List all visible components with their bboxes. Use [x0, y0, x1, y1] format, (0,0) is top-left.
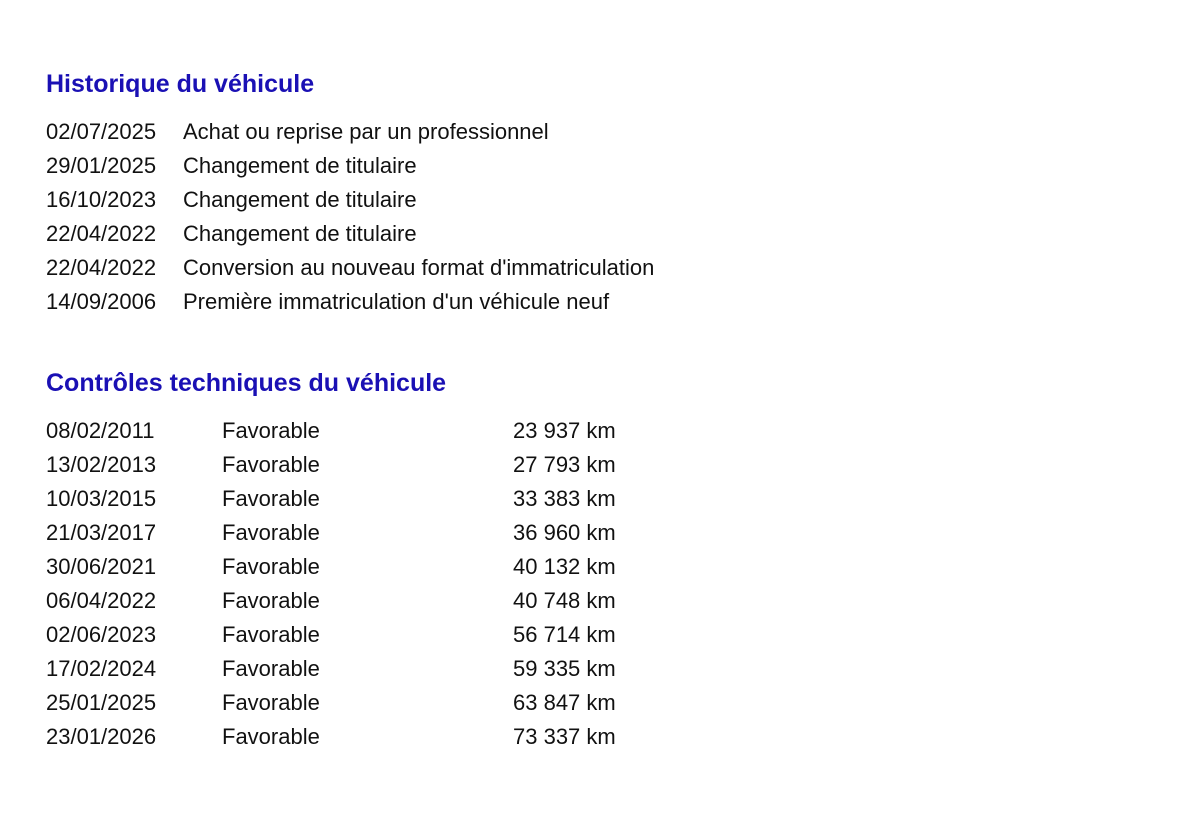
history-row: [46, 183, 417, 217]
history-event: Changement de titulaire: [183, 187, 417, 212]
control-result: Favorable: [222, 418, 320, 443]
control-mileage: 59 335 km: [513, 656, 616, 681]
control-result: Favorable: [222, 486, 320, 511]
control-row: [46, 516, 616, 550]
control-date: 21/03/2017: [46, 520, 157, 545]
history-date: 14/09/2006: [46, 289, 157, 314]
history-row: [46, 251, 655, 285]
history-event: Première immatriculation d'un véhicule neuf: [183, 289, 610, 314]
history-date: 22/04/2022: [46, 221, 157, 246]
history-section: [46, 68, 655, 319]
history-row: [46, 217, 417, 251]
control-mileage: 23 937 km: [513, 418, 616, 443]
control-mileage: 56 714 km: [513, 622, 616, 647]
history-title: Historique du véhicule: [46, 70, 315, 98]
control-row: [46, 652, 616, 686]
control-mileage: 63 847 km: [513, 690, 616, 715]
control-row: [46, 686, 616, 720]
control-result: Favorable: [222, 690, 320, 715]
control-row: [46, 448, 616, 482]
control-date: 08/02/2011: [46, 418, 155, 443]
history-date: 16/10/2023: [46, 187, 157, 212]
control-date: 17/02/2024: [46, 656, 157, 681]
control-date: 02/06/2023: [46, 622, 157, 647]
history-date: 22/04/2022: [46, 255, 157, 280]
control-row: [46, 482, 616, 516]
control-row: [46, 720, 616, 754]
technical-controls-title: Contrôles techniques du véhicule: [46, 369, 447, 397]
history-list: [46, 115, 655, 319]
control-mileage: 36 960 km: [513, 520, 616, 545]
control-result: Favorable: [222, 588, 320, 613]
technical-controls-list: [46, 414, 616, 754]
history-event: Changement de titulaire: [183, 153, 417, 178]
control-row: [46, 618, 616, 652]
control-date: 30/06/2021: [46, 554, 157, 579]
control-row: [46, 550, 616, 584]
control-date: 10/03/2015: [46, 486, 157, 511]
control-date: 06/04/2022: [46, 588, 157, 613]
history-row: [46, 149, 417, 183]
control-date: 13/02/2013: [46, 452, 157, 477]
control-row: [46, 584, 616, 618]
history-event: Changement de titulaire: [183, 221, 417, 246]
technical-controls-section: [46, 367, 616, 754]
control-result: Favorable: [222, 452, 320, 477]
control-mileage: 73 337 km: [513, 724, 616, 749]
control-result: Favorable: [222, 724, 320, 749]
history-event: Achat ou reprise par un professionnel: [183, 119, 549, 144]
control-date: 25/01/2025: [46, 690, 157, 715]
control-row: [46, 414, 616, 448]
history-date: 02/07/2025: [46, 119, 157, 144]
history-row: [46, 285, 610, 319]
control-mileage: 40 748 km: [513, 588, 616, 613]
history-event: Conversion au nouveau format d'immatriculation: [183, 255, 655, 280]
history-row: [46, 115, 549, 149]
control-mileage: 33 383 km: [513, 486, 616, 511]
control-result: Favorable: [222, 622, 320, 647]
control-result: Favorable: [222, 520, 320, 545]
control-result: Favorable: [222, 554, 320, 579]
control-mileage: 27 793 km: [513, 452, 616, 477]
history-date: 29/01/2025: [46, 153, 157, 178]
control-date: 23/01/2026: [46, 724, 157, 749]
control-mileage: 40 132 km: [513, 554, 616, 579]
control-result: Favorable: [222, 656, 320, 681]
